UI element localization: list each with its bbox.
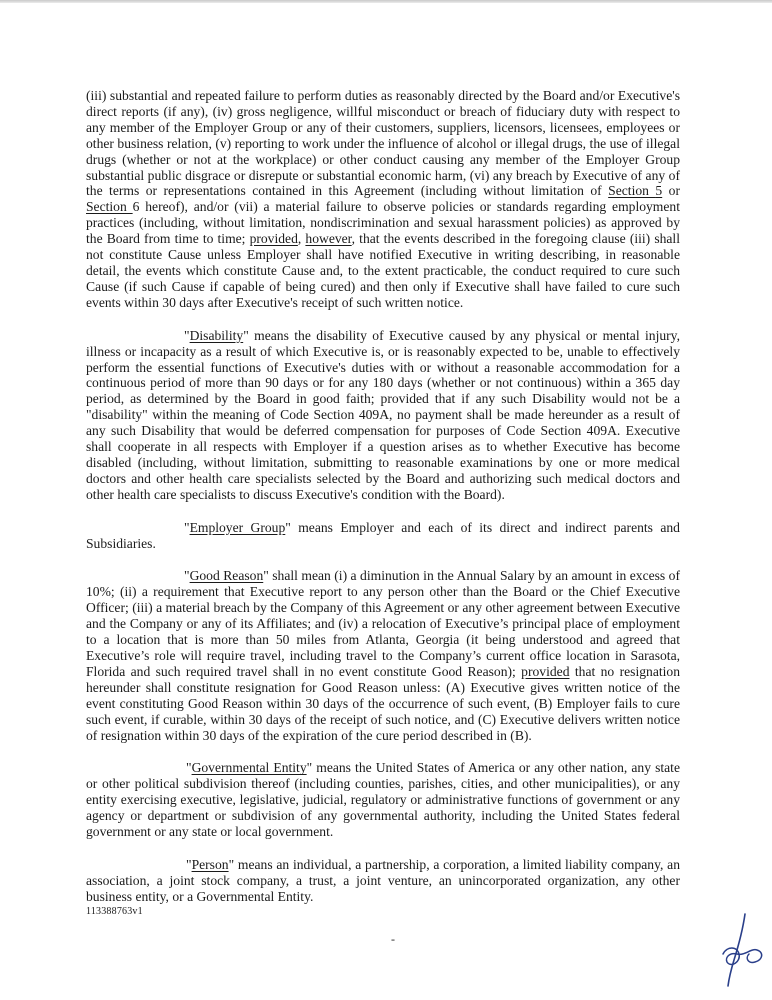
however-term: however [305,231,352,247]
person-text: " means an individual, a partnership, a corporation, a limited liability company, an association, a joint stock company, a trust, a joint venture, an unincorporated organization, any other business entity, or a Governmental Entity. [86,856,680,904]
scan-top-edge [0,0,772,3]
employer-group-definition: "Employer Group" means Employer and each of its direct and indirect parents and Subsidiaries. [86,519,680,551]
good-reason-term: Good Reason [189,568,264,584]
handwritten-initials-icon [717,910,769,990]
good-reason-text2: that no resignation hereunder shall constitute resignation for Good Reason unless: (A) Executive gives written notice of the event constituting Good Reason within 30 days of the occurrence of such event, (B) Employer fails to cure such event, if curable, within 30 days of the receipt of such notice, and (C) Executive delivers written notice of resignation within 30 days of the expiration of the cure period described in (B). [86,663,680,743]
governmental-entity-definition: "Governmental Entity" means the United States of America or any other nation, any state or other political subdivision thereof (including counties, parishes, cities, and other municipalities), or any entity exercising executive, legislative, judicial, regulatory or administrative functions of government or any agency or department or subdivision of any governmental authority, including the United States federal government or any state or local government. [86,760,680,840]
good-reason-definition: "Good Reason" shall mean (i) a diminution in the Annual Salary by an amount in excess of 10%; (ii) a requirement that Executive report to any person other than the Board or the Chief Executive Officer; (iii) a material breach by the Company of this Agreement or any other agreement between Executive and the Company or any of its Affiliates; and (iv) a relocation of Executive’s principal place of employment to a location that is more than 50 miles from Atlanta, Georgia (it being understood and agreed that Executive’s role will require travel, including travel to the Company’s current office location in Sarasota, Florida and such required travel shall in no event constitute Good Reason); provided that no resignation hereunder shall constitute resignation for Good Reason unless: (A) Executive gives written notice of the event constituting Good Reason within 30 days of the occurrence of such event, (B) Employer fails to cure such event, if curable, within 30 days of the receipt of such notice, and (C) Executive delivers written notice of resignation within 30 days of the expiration of the cure period described in (B). [86,568,681,743]
governmental-entity-text: " means the United States of America or any other nation, any state or other political subdivision thereof (including counties, parishes, cities, and other municipalities), or any entity exercising executive, legislative, judicial, regulatory or administrative functions of government or any agency or department or subdivision of any governmental authority, including the United States federal government or any state or local government. [86,760,680,840]
cause-text-part1: (iii) substantial and repeated failure to perform duties as reasonably directed by the Board and/or Executive's direct reports (if any), (iv) gross negligence, willful misconduct or breach of fiduciary duty with respect to any member of the Employer Group or any of their customers, suppliers, licensors, licensees, employees or other business relation, (v) reporting to work under the influence of alcohol or illegal drugs, the use of illegal drugs (whether or not at the workplace) or other conduct causing any member of the Employer Group substantial public disgrace or disrepute or substantial economic harm, (vi) any breach by Executive of any of the terms or representations contained in this Agreement (including without limitation of [86,88,680,199]
employer-group-text: " means Employer and each of its direct and indirect parents and Subsidiaries. [86,519,680,551]
person-definition: "Person" means an individual, a partnership, a corporation, a limited liability company, an association, a joint stock company, a trust, a joint venture, an unincorporated organization, any other business entity, or a Governmental Entity. [86,856,680,904]
good-reason-text1: " shall mean (i) a diminution in the Annual Salary by an amount in excess of 10%; (ii) a requirement that Executive report to any person other than the Board or the Chief Executive Officer; (iii) a material breach by the Company of this Agreement or any other agreement between Executive and the Company or any of its Affiliates; and (iv) a relocation of Executive’s principal place of employment to a location that is more than 50 miles from Atlanta, Georgia (it being understood and agreed that Executive’s role will require travel, including travel to the Company’s current office location in Sarasota, Florida and such required travel shall in no event constitute Good Reason); [86,568,681,679]
disability-definition: "Disability" means the disability of Executive caused by any physical or mental injury, illness or incapacity as a result of which Executive is, or is reasonably expected to be, unable to effectively perform the essential functions of Executive's duties with or without a reasonable accommodation for a continuous period of more than 90 days or for any 180 days (whether or not continuous) within a 365 day period, as determined by the Board in good faith; provided that if any such Disability would not be a "disability" within the meaning of Code Section 409A, no payment shall be made hereunder as a result of any such Disability that would be deferred compensation for purposes of Code Section 409A. Executive shall cooperate in all respects with Employer if a question arises as to whether Executive has become disabled (including, without limitation, submitting to reasonable examinations by one or more medical doctors and other health care specialists selected by the Board and authorizing such medical doctors and other health care specialists to discuss Executive's condition with the Board). [86,327,680,502]
person-term: Person [191,856,229,872]
cause-text-part3: , that the events described in the foregoing clause (iii) shall not constitute Cause unless Employer shall have notified Executive in writing describing, in reasonable detail, the events which constitute Cause and, to the extent practicable, the conduct required to cure such Cause (if such Cause if capable of being cured) and then only if Executive shall have failed to cure such events within 30 days after Executive's receipt of such written notice. [86,231,680,310]
section-6-reference: Section [86,199,133,215]
section-5-reference: Section 5 [608,183,663,199]
page-number-marker: - [391,932,395,946]
disability-term: Disability [189,327,244,343]
disability-text: " means the disability of Executive caused by any physical or mental injury, illness or incapacity as a result of which Executive is, or is reasonably expected to be, unable to effectively perform the essential functions of Executive's duties with or without a reasonable accommodation for a continuous period of more than 90 days or for any 180 days (whether or not continuous) within a 365 day period, as determined by the Board in good faith; provided that if any such Disability would not be a "disability" within the meaning of Code Section 409A, no payment shall be made hereunder as a result of any such Disability that would be deferred compensation for purposes of Code Section 409A. Executive shall cooperate in all respects with Employer if a question arises as to whether Executive has become disabled (including, without limitation, submitting to reasonable examinations by one or more medical doctors and other health care specialists selected by the Board and authorizing such medical doctors and other health care specialists to discuss Executive's condition with the Board). [86,327,680,502]
document-id: 113388763v1 [86,906,143,917]
governmental-entity-term: Governmental Entity [191,760,307,776]
provided-term: provided [249,231,298,247]
cause-definition-continuation: (iii) substantial and repeated failure to perform duties as reasonably directed by the Board and/or Executive's direct reports (if any), (iv) gross negligence, willful misconduct or breach of fiduciary duty with respect to any member of the Employer Group or any of their customers, suppliers, licensors, licensees, employees or other business relation, (v) reporting to work under the influence of alcohol or illegal drugs, the use of illegal drugs (whether or not at the workplace) or other conduct causing any member of the Employer Group substantial public disgrace or disrepute or substantial economic harm, (vi) any breach by Executive of any of the terms or representations contained in this Agreement (including without limitation of Section 5 or Section 6 hereof), and/or (vii) a material failure to observe policies or standards regarding employment practices (including, without limitation, nondiscrimination and sexual harassment policies) as approved by the Board from time to time; provided, however, that the events described in the foregoing clause (iii) shall not constitute Cause unless Employer shall have notified Executive in writing describing, in reasonable detail, the events which constitute Cause and, to the extent practicable, the conduct required to cure such Cause (if such Cause if capable of being cured) and then only if Executive shall have failed to cure such events within 30 days after Executive's receipt of such written notice. [86,88,680,310]
good-reason-provided-term: provided [521,663,570,679]
document-body [86,88,680,905]
employer-group-term: Employer Group [189,519,286,535]
cause-text-part2: hereof), and/or (vii) a material failure to observe policies or standards regarding employment practices (including, without limitation, nondiscrimination and sexual harassment policies) as approved by the Board from time to time; [86,199,680,247]
